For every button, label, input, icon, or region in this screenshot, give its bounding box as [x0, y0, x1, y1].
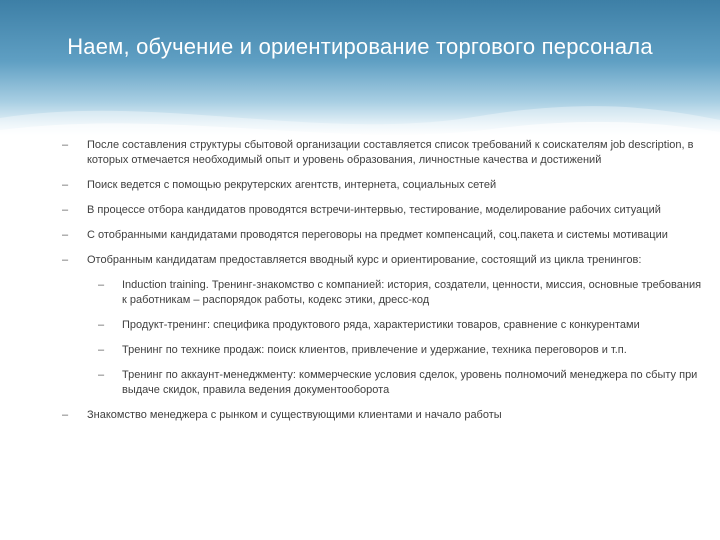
title-banner [0, 0, 720, 136]
list-item-text: С отобранными кандидатами проводятся переговоры на предмет компенсаций, соц.пакета и системы мотивации [87, 229, 668, 241]
sub-list-item [56, 368, 704, 398]
list-item-text: В процессе отбора кандидатов проводятся встречи-интервью, тестирование, моделирование рабочих ситуаций [87, 204, 661, 216]
bullet-dash: – [62, 139, 69, 151]
bullet-list [56, 138, 704, 433]
bullet-dash: – [62, 204, 69, 216]
sub-list-item [56, 318, 704, 333]
list-item [56, 228, 704, 243]
bullet-dash: – [62, 254, 69, 266]
sub-list-item-text: Тренинг по аккаунт-менеджменту: коммерческие условия сделок, уровень полномочий менеджера по сбыту при выдаче скидок, правила ведения документооборота [122, 369, 698, 396]
sub-list-item-text: Induction training. Тренинг-знакомство с компанией: история, создатели, ценности, миссия, основные требования к работникам – распорядок работы, кодекс этики, дресс-код [122, 279, 702, 306]
list-item-text: Знакомство менеджера с рынком и существующими клиентами и начало работы [87, 409, 502, 421]
list-item-text: После составления структуры сбытовой организации составляется список требований к соискателям job description, в которых отмечается необходимый опыт и уровень образования, личностные качества и достижений [87, 139, 694, 166]
bullet-dash: – [62, 229, 69, 241]
bullet-dash: – [62, 409, 69, 421]
list-item-text: Отобранным кандидатам предоставляется вводный курс и ориентирование, состоящий из цикла тренингов: [87, 254, 642, 266]
list-item [56, 178, 704, 193]
bullet-dash: – [98, 344, 105, 356]
list-item-text: Поиск ведется с помощью рекрутерских агентств, интернета, социальных сетей [87, 179, 497, 191]
bullet-dash: – [98, 369, 105, 381]
bullet-dash: – [98, 279, 105, 291]
list-item [56, 253, 704, 268]
slide-title: Наем, обучение и ориентирование торгового персонала [67, 34, 653, 59]
list-item [56, 138, 704, 168]
list-item [56, 408, 704, 423]
sub-list-item-text: Тренинг по технике продаж: поиск клиентов, привлечение и удержание, техника переговоров и т.п. [122, 344, 627, 356]
sub-list-item [56, 278, 704, 308]
list-item [56, 203, 704, 218]
sub-list-item [56, 343, 704, 358]
bullet-dash: – [98, 319, 105, 331]
sub-list-item-text: Продукт-тренинг: специфика продуктового ряда, характеристики товаров, сравнение с конкурентами [122, 319, 640, 331]
bullet-dash: – [62, 179, 69, 191]
